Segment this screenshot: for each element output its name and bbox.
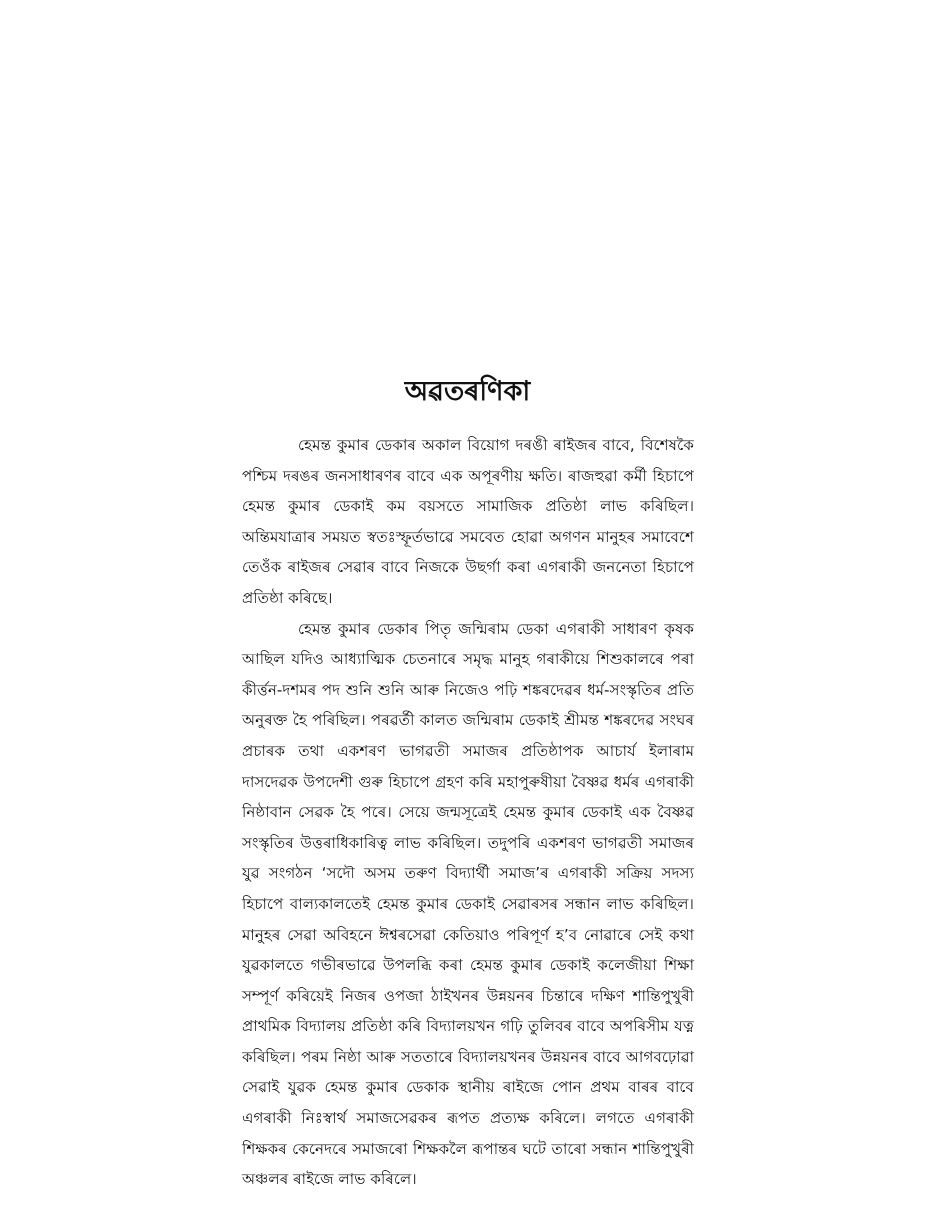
body-text	[242, 430, 694, 1195]
page-title: অৱতৰণিকা	[404, 376, 531, 407]
paragraph-1: হেমন্ত কুমাৰ ডেকাৰ অকাল বিয়োগ দৰঙী ৰাইজৰ বাবে, বিশেষকৈ পশ্চিম দৰঙৰ জনসাধাৰণৰ বাবে এক অপূৰণীয় ক্ষতি। ৰাজহুৱা কৰ্মী হিচাপে হেমন্ত কুমাৰ ডেকাই কম বয়সতে সামাজিক প্ৰতিষ্ঠা লাভ কৰিছিল। অন্তিমযাত্ৰাৰ সময়ত স্বতঃস্ফূৰ্তভাৱে সমবেত হোৱা অগণন মানুহৰ সমাবেশে তেওঁক ৰাইজৰ সেৱাৰ বাবে নিজকে উছৰ্গা কৰা এগৰাকী জননেতা হিচাপে প্ৰতিষ্ঠা কৰিছে।	[242, 436, 694, 607]
paragraph-2: হেমন্ত কুমাৰ ডেকাৰ পিতৃ জন্মিৰাম ডেকা এগৰাকী সাধাৰণ কৃষক আছিল যদিও আধ্যাত্মিক চেতনাৰে সমৃদ্ধ মানুহ গৰাকীয়ে শিশুকালৰে পৰা কীৰ্ত্তন-দশমৰ পদ শুনি শুনি আৰু নিজেও পঢ়ি শঙ্কৰদেৱৰ ধৰ্ম-সংস্কৃতিৰ প্ৰতি অনুৰক্ত হৈ পৰিছিল। পৰৱৰ্তী কালত জন্মিৰাম ডেকাই শ্ৰীমন্ত শঙ্কৰদেৱ সংঘৰ প্ৰচাৰক তথা একশৰণ ভাগৱতী সমাজৰ প্ৰতিষ্ঠাপক আচাৰ্য ইলাৰাম দাসদেৱক উপদেশী গুৰু হিচাপে গ্ৰহণ কৰি মহাপুৰুষীয়া বৈষ্ণৱ ধৰ্মৰ এগৰাকী নিষ্ঠাবান সেৱক হৈ পৰে। সেয়ে জন্মসূত্ৰেই হেমন্ত কুমাৰ ডেকাই এক বৈষ্ণৱ সংস্কৃতিৰ উত্তৰাধিকাৰিত্ব লাভ কৰিছিল। তদুপৰি একশৰণ ভাগৱতী সমাজৰ যুৱ সংগঠন ‘সদৌ অসম তৰুণ বিদ্যাৰ্থী সমাজ’ৰ এগৰাকী সক্ৰিয় সদস্য হিচাপে বাল্যকালতেই হেমন্ত কুমাৰ ডেকাই সেৱাৰসৰ সন্ধান লাভ কৰিছিল। মানুহৰ সেৱা অবিহনে ঈশ্বৰসেৱা কেতিয়াও পৰিপূৰ্ণ হ’ব নোৱাৰে সেই কথা যুৱকালতে গভীৰভাৱে উপলব্ধি কৰা হেমন্ত কুমাৰ ডেকাই কলেজীয়া শিক্ষা সম্পূৰ্ণ কৰিয়েই নিজৰ ওপজা ঠাইখনৰ উন্নয়নৰ চিন্তাৰে দক্ষিণ শান্তিপুখুৰী প্ৰাথমিক বিদ্যালয় প্ৰতিষ্ঠা কৰি বিদ্যালয়খন গঢ়ি তুলিবৰ বাবে অপৰিসীম যত্ন কৰিছিল। পৰম নিষ্ঠা আৰু সততাৰে বিদ্যালয়খনৰ উন্নয়নৰ বাবে আগবঢ়োৱা সেৱাই যুৱক হেমন্ত কুমাৰ ডেকাক স্থানীয় ৰাইজে পোন প্ৰথম বাৰৰ বাবে এগৰাকী নিঃস্বাৰ্থ সমাজসেৱকৰ ৰূপত প্ৰত্যক্ষ কৰিলে। লগতে এগৰাকী শিক্ষকৰ কেনেদৰে সমাজৰো শিক্ষকলৈ ৰূপান্তৰ ঘটে তাৰো সন্ধান শান্তিপুখুৰী অঞ্চলৰ ৰাইজে লাভ কৰিলে।	[242, 619, 694, 1189]
